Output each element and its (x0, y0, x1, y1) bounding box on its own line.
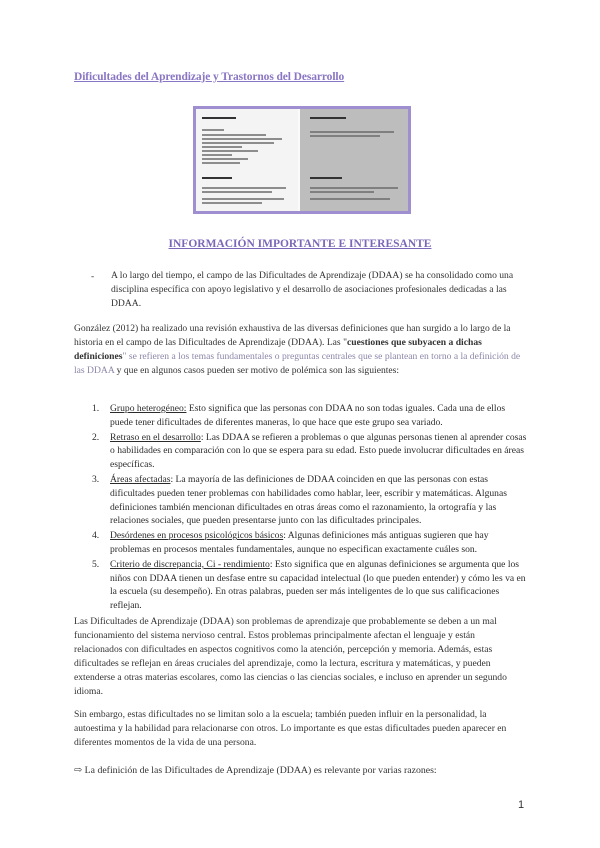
list-item-text: : Esto significa que en algunas definiciones se argumenta que los niños con DDAA tienen un desfase entre su capacidad intelectual (lo que pueden entender) y cómo les va en la escuela (su desempeño). En otras palabras, pueden ser más inteligentes de lo que sus calificaciones reflejan. (110, 558, 526, 612)
definition-issues-list (88, 402, 528, 613)
list-item-term: Desórdenes en procesos psicológicos básicos (110, 530, 284, 542)
list-item (88, 529, 528, 557)
list-item-term: Criterio de discrepancia, Ci - rendimiento (110, 558, 270, 570)
list-item-text: : Las DDAA se refieren a problemas o que algunas personas tienen al aprender cosas o habilidades en comparación con lo que se espera para su edad. Esto puede involucrar dificultades en áreas específicas. (110, 431, 527, 471)
page-number: 1 (518, 799, 525, 811)
list-item (88, 402, 528, 430)
list-item-number: 3. (92, 473, 100, 485)
list-item (88, 431, 528, 472)
section-title: INFORMACIÓN IMPORTANTE E INTERESANTE (168, 238, 432, 250)
summary-table-image (193, 106, 411, 214)
list-item-text: : Algunas definiciones más antiguas sugieren que hay problemas en procesos mentales fundamentales, aunque no especifican exactamente cuáles son. (110, 530, 489, 555)
list-item (88, 558, 528, 613)
list-item-term: Áreas afectadas (110, 473, 171, 485)
bullet-marker: - (91, 272, 95, 282)
figure-right-column (300, 109, 408, 211)
bullet-paragraph: A lo largo del tiempo, el campo de las Dificultades de Aprendizaje (DDAA) se ha consolidado como una disciplina específica con apoyo legislativo y el desarrollo de asociaciones profesionales dedicadas a las DDAA. (111, 270, 514, 309)
intro-paragraph (74, 322, 524, 378)
relevance-heading: ⇨ La definición de las Dificultades de Aprendizaje (DDAA) es relevante por varias razones: (74, 765, 437, 776)
list-item-text: : La mayoría de las definiciones de DDAA coinciden en que las personas con estas dificultades pueden tener problemas con habilidades como hablar, leer, escribir y matemáticas. Algunas definiciones también mencionan dificultades en otras áreas como el razonamiento, la ortografía y las relaciones sociales, que pueden presentarse junto con las dificultades principales. (110, 473, 507, 527)
intro-part-4: y que en algunos casos pueden ser motivo de polémica son las siguientes: (114, 365, 400, 376)
list-item-number: 4. (92, 530, 100, 542)
list-item (88, 473, 528, 528)
document-title: Dificultades del Aprendizaje y Trastornos del Desarrollo (74, 71, 345, 83)
figure-left-column (196, 109, 298, 211)
list-item-number: 5. (92, 558, 100, 570)
intro-highlight-phrase: " se refieren a los temas fundamentales o preguntas centrales que se plantean en torno a la definición de las DDAA (74, 351, 521, 376)
list-item-number: 2. (92, 431, 100, 443)
ddaa-scope-paragraph: Sin embargo, estas dificultades no se limitan solo a la escuela; también pueden influir en la personalidad, la autoestima y la habilidad para relacionarse con otros. Lo importante es que estas dificultades pueden aparecer en diferentes momentos de la vida de una persona. (74, 709, 507, 748)
ddaa-description-paragraph: Las Dificultades de Aprendizaje (DDAA) son problemas de aprendizaje que probablemente se deben a un mal funcionamiento del sistema nervioso central. Estos problemas principalmente afectan el lenguaje y están relacionados con dificultades en aspectos cognitivos como la atención, percepción y memoria. Además, estas dificultades se reflejan en áreas cruciales del aprendizaje, como la lectura, escritura y matemáticas, y pueden extenderse a otras materias escolares, como las ciencias o las ciencias sociales, e incluso en aprender un segundo idioma. (74, 616, 507, 697)
list-item-text: Esto significa que las personas con DDAA no son todas iguales. Cada una de ellos puede tener dificultades de diferentes maneras, lo que hace que este grupo sea variado. (110, 403, 506, 428)
list-item-term: Grupo heterogéneo: (110, 403, 187, 414)
intro-bold-phrase: cuestiones que subyacen a dichas definiciones (74, 337, 482, 362)
list-item-number: 1. (92, 403, 100, 414)
list-item-term: Retraso en el desarrollo (110, 431, 201, 443)
intro-part-1: González (2012) ha realizado una revisión exhaustiva de las diversas definiciones que han surgido a lo largo de la historia en el campo de las Dificultades de Aprendizaje (DDAA). Las " (74, 323, 511, 348)
